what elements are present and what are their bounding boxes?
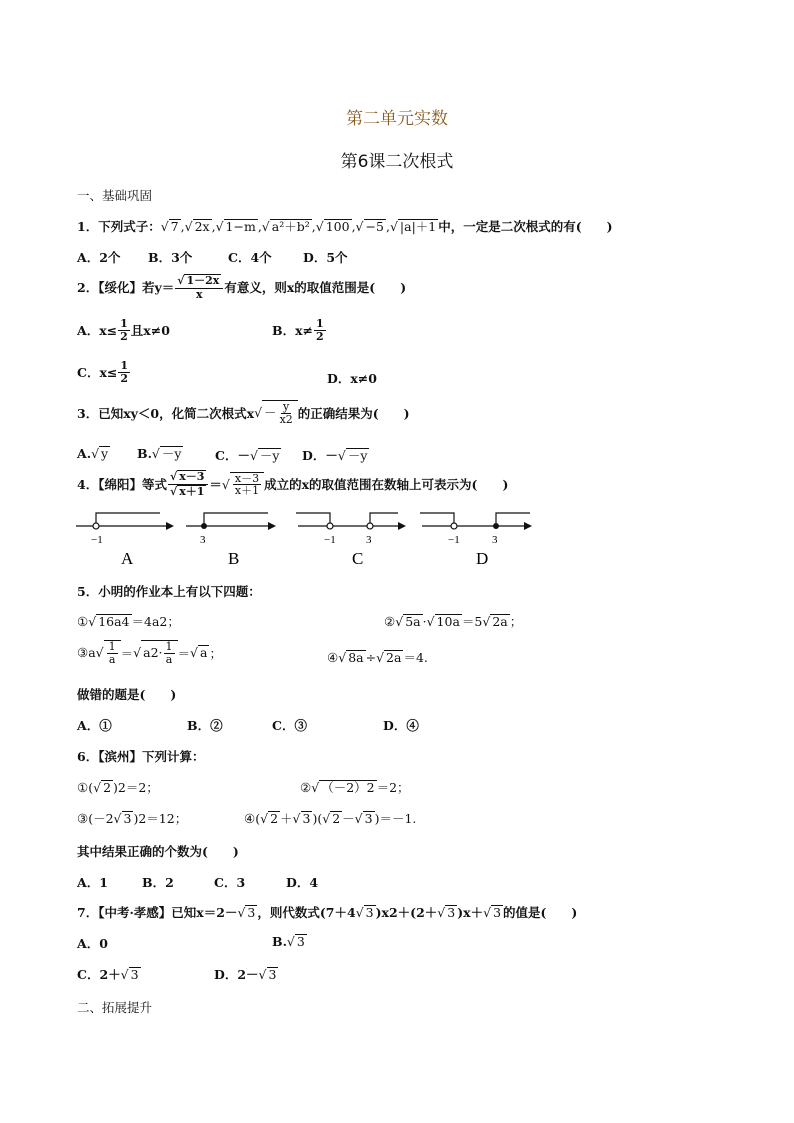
number-line-c[interactable] [296, 513, 406, 568]
number-line-figures [72, 506, 542, 568]
q3-option-d[interactable]: D．－√ －y [302, 448, 368, 463]
question-2: 2．【绥化】若 y＝ $\frac{√ 1-2x}{x}$ 有意义，则x的取值范围是( ) [77, 274, 407, 301]
q5-option-b[interactable]: B．② [187, 718, 223, 733]
q6-item-1: ①(√ 2 )2＝2； [77, 780, 159, 795]
q1-option-a[interactable]: A．2个 [77, 250, 121, 265]
q3-option-b[interactable]: B.√ －y [137, 446, 182, 461]
tick-label: 3 [366, 534, 372, 546]
q7-option-a[interactable]: A．0 [77, 936, 108, 951]
q1-option-d[interactable]: D．5个 [303, 250, 348, 265]
number-line-d[interactable] [420, 513, 532, 568]
tick-label: 3 [200, 534, 206, 546]
q6-option-a[interactable]: A．1 [77, 875, 108, 890]
q7-option-c[interactable]: C．2＋√ 3 [77, 967, 139, 982]
q5-ask: 做错的题是( ) [77, 687, 177, 702]
figure-label-b: B [228, 549, 240, 568]
number-line-a[interactable] [76, 513, 174, 568]
figure-label-c: C [352, 549, 364, 568]
q2-option-d[interactable]: D．x≠0 [327, 371, 377, 386]
tick-label: 3 [492, 534, 498, 546]
q5-item-2: ②√ 5a ·√ 10a ＝5√ 2a ； [384, 614, 523, 629]
q6-item-2: ②√ （－2）2 ＝2； [300, 780, 410, 795]
section-heading-basic: 一、基础巩固 [77, 188, 153, 203]
tick-label: −1 [448, 534, 460, 546]
q3-option-c[interactable]: C．－√ －y [215, 448, 280, 463]
question-5: 5．小明的作业本上有以下四题： [77, 584, 261, 599]
q6-item-3: ③(－2√ 3 )2＝12； [77, 811, 188, 826]
q5-option-d[interactable]: D．④ [383, 718, 419, 733]
q3-option-a[interactable]: A.√ y [77, 446, 109, 461]
q6-option-b[interactable]: B．2 [142, 875, 174, 890]
question-1: 1．下列式子：√ 7 ,√ 2x ,√ 1−m ,√ a²＋b² ,√ 100 ,√ −5 ,√ |a|＋1 中，一定是二次根式的有( ) [77, 219, 613, 234]
q5-item-3: ③a √ $\frac{1}{a}$ ＝ √ a2· $\frac{1}{a}$ ＝ √ a ； [77, 640, 222, 666]
q2-option-a[interactable]: A．x≤ $\frac{1}{2}$ 且x≠0 [77, 317, 170, 343]
q6-option-c[interactable]: C．3 [214, 875, 246, 890]
q7-option-d[interactable]: D．2－√ 3 [214, 967, 277, 982]
q5-item-1: ①√ 16a4 ＝4a2； [77, 614, 180, 629]
q1-option-c[interactable]: C．4个 [228, 250, 272, 265]
q1-option-b[interactable]: B．3个 [148, 250, 193, 265]
question-3: 3．已知xy＜0，化简二次根式x √ － $\frac{y}{x2}$ 的正确结果为( ) [77, 400, 410, 426]
question-6: 6．【滨州】下列计算： [77, 749, 205, 764]
q2-option-c[interactable]: C．x≤ $\frac{1}{2}$ [77, 359, 129, 385]
figure-label-d: D [476, 549, 489, 568]
tick-label: −1 [91, 534, 103, 546]
section-heading-extension: 二、拓展提升 [77, 1000, 153, 1015]
q7-option-b[interactable]: B.√ 3 [272, 934, 305, 949]
number-line-b[interactable] [186, 513, 276, 568]
question-4: 4．【绵阳】等式 $\frac{√ x-3}{√ x+1}$ ＝ √ $\frac{x-3}{x+1}$ 成立的x的取值范围在数轴上可表示为( ) [77, 470, 509, 498]
lesson-title: 第6课二次根式 [340, 152, 454, 172]
tick-label: −1 [324, 534, 336, 546]
figure-label-a: A [121, 549, 134, 568]
q6-option-d[interactable]: D．4 [286, 875, 319, 890]
q6-ask: 其中结果正确的个数为( ) [77, 844, 239, 859]
q6-item-4: ④(√ 2 ＋√ 3 )(√ 2 －√ 3 )＝－1. [244, 811, 417, 826]
q5-option-a[interactable]: A．① [77, 718, 112, 733]
q2-option-b[interactable]: B．x≠ $\frac{1}{2}$ [272, 317, 324, 343]
unit-title: 第二单元实数 [346, 109, 448, 129]
q5-option-c[interactable]: C．③ [272, 718, 307, 733]
q5-item-4: ④√ 8a ÷√ 2a ＝4. [327, 650, 428, 665]
question-7: 7．【中考·孝感】已知x＝2－√ 3 ，则代数式(7＋4√ 3 )x2＋(2＋√ 3 )x＋√ 3 的值是( ) [77, 905, 578, 920]
